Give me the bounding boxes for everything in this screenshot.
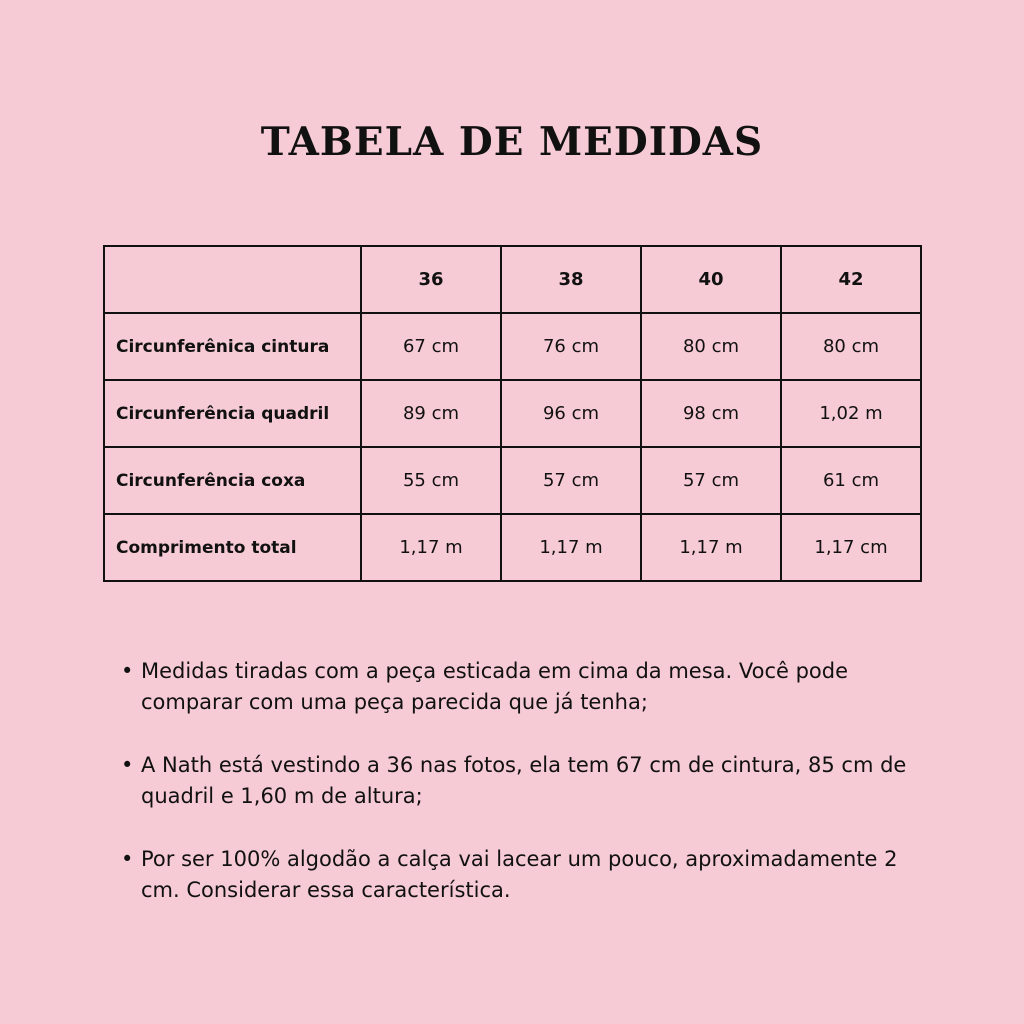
size-header-40: 40 (641, 246, 781, 313)
size-header-42: 42 (781, 246, 921, 313)
row-label: Circunferência coxa (104, 447, 361, 514)
bullet-icon: • (121, 659, 134, 683)
list-item (120, 750, 920, 812)
bullet-icon: • (121, 753, 134, 777)
bullet-icon: • (121, 847, 134, 871)
note-text: Medidas tiradas com a peça esticada em cima da mesa. Você pode comparar com uma peça parecida que já tenha; (141, 659, 849, 714)
size-header-36: 36 (361, 246, 501, 313)
table-cell: 96 cm (501, 380, 641, 447)
table-header-row (104, 246, 921, 313)
note-text: Por ser 100% algodão a calça vai lacear um pouco, aproximadamente 2 cm. Considerar essa característica. (141, 847, 898, 902)
table-row-length (104, 514, 921, 581)
table-cell: 57 cm (641, 447, 781, 514)
table-cell: 1,17 m (641, 514, 781, 581)
row-label: Circunferênica cintura (104, 313, 361, 380)
row-label: Circunferência quadril (104, 380, 361, 447)
table-cell: 1,17 m (501, 514, 641, 581)
table-row-thigh (104, 447, 921, 514)
table-cell: 80 cm (641, 313, 781, 380)
notes-list (120, 656, 920, 938)
table-cell: 89 cm (361, 380, 501, 447)
table-cell: 67 cm (361, 313, 501, 380)
table-cell: 1,17 m (361, 514, 501, 581)
table-cell: 1,17 cm (781, 514, 921, 581)
row-label: Comprimento total (104, 514, 361, 581)
note-text: A Nath está vestindo a 36 nas fotos, ela tem 67 cm de cintura, 85 cm de quadril e 1,60 m de altura; (141, 753, 907, 808)
table-cell: 61 cm (781, 447, 921, 514)
table-row-waist (104, 313, 921, 380)
table-cell: 55 cm (361, 447, 501, 514)
page-title: TABELA DE MEDIDAS (260, 119, 764, 165)
table-cell: 76 cm (501, 313, 641, 380)
table-row-hip (104, 380, 921, 447)
table-cell: 57 cm (501, 447, 641, 514)
list-item (120, 656, 920, 718)
table-corner-cell (104, 246, 361, 313)
size-header-38: 38 (501, 246, 641, 313)
table-cell: 80 cm (781, 313, 921, 380)
size-chart-table (103, 245, 922, 582)
table-cell: 98 cm (641, 380, 781, 447)
list-item (120, 844, 920, 906)
table-cell: 1,02 m (781, 380, 921, 447)
